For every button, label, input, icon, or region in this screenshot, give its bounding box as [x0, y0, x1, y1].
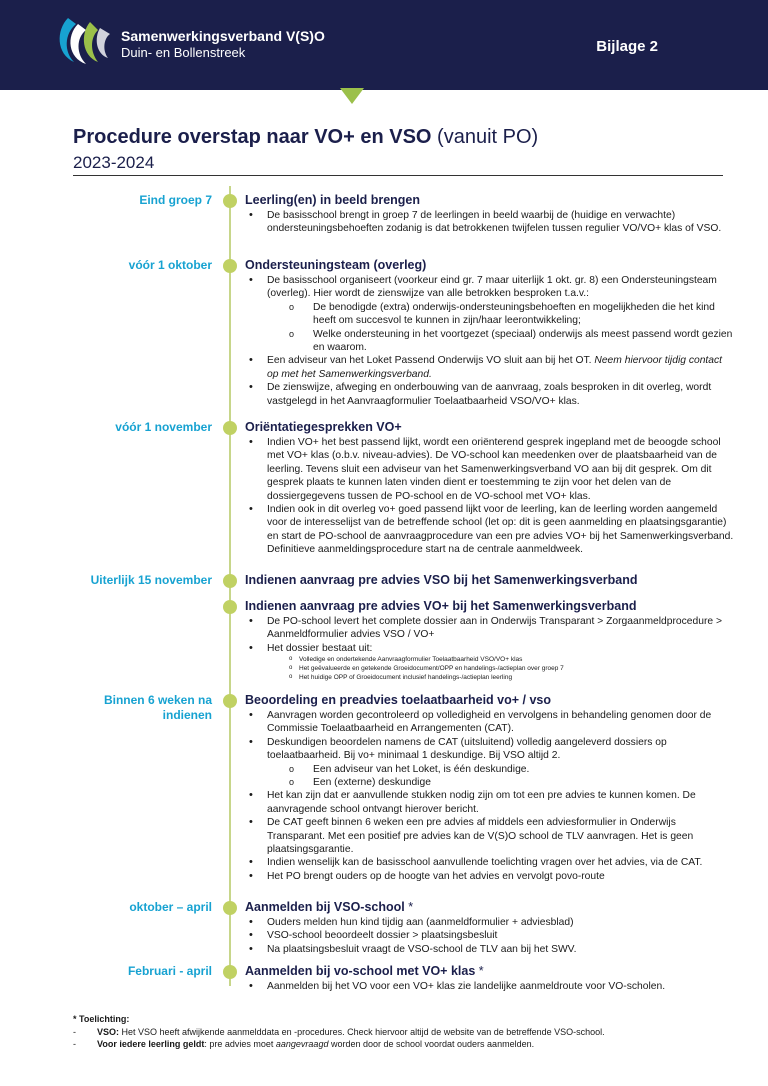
- footnote-text: Het VSO heeft afwijkende aanmelddata en -procedures. Check hiervoor altijd de website van de betreffende VSO-school.: [119, 1026, 605, 1037]
- list-item: • Na plaatsingsbesluit vraagt de VSO-school de TLV aan bij het SWV.: [245, 943, 735, 956]
- page-title: [73, 126, 538, 149]
- timeline-dot: [223, 421, 237, 435]
- title-main: Procedure overstap naar VO+ en VSO: [73, 126, 432, 148]
- timeline-dot: [223, 194, 237, 208]
- section-title: Ondersteuningsteam (overleg): [245, 258, 427, 272]
- list-item: • Aanmelden bij het VO voor een VO+ klas zie landelijke aanmeldroute voor VO-scholen.: [245, 980, 735, 993]
- section-body: [245, 980, 735, 993]
- list-item: • Indien VO+ het best passend lijkt, wordt een oriënterend gesprek ingepland met de beoogde school met VO+ klas (o.b.v. niveau-advies). De VO-school kan meedenken over de plaatsbaarheid van de leerling. Tevens sluit een adviseur van het Samenwerkingsverband VO aan bij dit gesprek. Om dit gesprek plaats te kunnen laten vinden dient er toestemming te zijn voor het delen van de dossiergegevens tussen de PO-school en de VO-school met VO+ klas.: [245, 436, 735, 503]
- list-item: [245, 354, 735, 381]
- footnote-bold: Voor iedere leerling geldt: [97, 1039, 205, 1049]
- list-item: • Indien ook in dit overleg vo+ goed passend lijkt voor de leerling, kan de leerling worden aangemeld voor de interesselijst van de betreffende school (let op: dit is geen aanmelding en plaatsingsgarantie) en start de PO-school de aanvraagprocedure van een pre advies VO+ bij het Samenwerkingsverband. Definitieve aanmeldingsprocedure start na de centrale aanmeldweek.: [245, 503, 735, 557]
- title-sub: (vanuit PO): [437, 126, 539, 148]
- asterisk: *: [408, 900, 414, 914]
- section-title: [245, 964, 484, 978]
- section-date: Uiterlijk 15 november: [90, 573, 212, 587]
- section-body: [245, 916, 735, 956]
- sub-list-item: o Een (externe) deskundige: [267, 776, 735, 789]
- bijlage-label: Bijlage 2: [596, 38, 658, 55]
- timeline-dot: [223, 965, 237, 979]
- section-body: [245, 274, 735, 408]
- section-date: Binnen 6 weken na indienen: [103, 693, 212, 722]
- list-item: • De PO-school levert het complete dossier aan in Onderwijs Transparant > Zorgaanmeldprocedure > Aanmeldformulier advies VSO / VO+: [245, 615, 735, 642]
- timeline-dot: [223, 694, 237, 708]
- section-body: [245, 209, 735, 236]
- timeline-dot: [223, 901, 237, 915]
- section-title-text: Aanmelden bij vo-school met VO+ klas: [245, 964, 476, 978]
- footnote-text: : pre advies moet: [204, 1039, 276, 1049]
- section-title: Leerling(en) in beeld brengen: [245, 193, 421, 207]
- header-bar: [0, 0, 768, 90]
- list-item: • Aanvragen worden gecontroleerd op volledigheid en vervolgens in behandeling genomen door de Commissie Toelaatbaarheid en Arrangementen (CAT).: [245, 709, 735, 736]
- list-item: • Het PO brengt ouders op de hoogte van het advies en vervolgt povo-route: [245, 870, 735, 883]
- section-body: [245, 615, 735, 682]
- list-item: • Indien wenselijk kan de basisschool aanvullende toelichting vragen over het advies, via de CAT.: [245, 856, 735, 869]
- footnote-text: worden door de school voordat ouders aanmelden.: [328, 1039, 535, 1049]
- list-item: • Het kan zijn dat er aanvullende stukken nodig zijn om tot een pre advies te kunnen komen. De aanvragende school ontvangt hierover bericht.: [245, 789, 735, 816]
- list-item: [245, 642, 735, 682]
- asterisk: *: [478, 964, 484, 978]
- footnote: [73, 1013, 713, 1051]
- section-title: [245, 900, 413, 914]
- section-body: [245, 436, 735, 557]
- sub-list-item: o Een adviseur van het Loket, is één deskundige.: [267, 763, 735, 776]
- list-item: • VSO-school beoordeelt dossier > plaatsingsbesluit: [245, 929, 735, 942]
- org-subtitle: Duin- en Bollenstreek: [121, 45, 246, 60]
- footnote-emphasis: aangevraagd: [275, 1039, 329, 1049]
- sub-list-item: o De benodigde (extra) onderwijs-ondersteuningsbehoeften en mogelijkheden die het kind heeft om succesvol te kunnen in zijn/haar leerontwikkeling;: [267, 301, 735, 328]
- section-title-text: Aanmelden bij VSO-school: [245, 900, 405, 914]
- list-item: • De zienswijze, afweging en onderbouwing van de aanvraag, zoals besproken in dit overleg, wordt vastgelegd in het Aanvraagformulier Toelaatbaarheid VSO/VO+ klas.: [245, 381, 735, 408]
- sub-list-item: o Welke ondersteuning in het voortgezet (speciaal) onderwijs als meest passend wordt gezien en waarom.: [267, 328, 735, 355]
- section-date: vóór 1 november: [115, 420, 212, 434]
- list-item-text: De basisschool organiseert (voorkeur eind gr. 7 maar uiterlijk 1 okt. gr. 8) een Ondersteuningsteam (overleg). Hier wordt de zienswijze van alle betrokken besproken t.a.v.:: [267, 275, 717, 300]
- header-notch: [340, 88, 364, 104]
- list-item-text: Het dossier bestaat uit:: [267, 642, 373, 654]
- footnote-dash: -: [73, 1039, 76, 1049]
- org-name: Samenwerkingsverband V(S)O: [121, 28, 325, 44]
- section-date: Eind groep 7: [139, 193, 212, 207]
- section-date: oktober – april: [129, 900, 212, 914]
- list-item: [245, 736, 735, 790]
- sub-list-item: o Het geëvalueerde en getekende Groeidocument/OPP en handelings-/actieplan over groep 7: [267, 664, 735, 673]
- section-title: Indienen aanvraag pre advies VSO bij het Samenwerkingsverband: [245, 573, 638, 587]
- list-item-emphasis: Neem hiervoor tijdig contact op met het Samenwerkingsverband.: [267, 355, 723, 380]
- sub-list-item: o Volledige en ondertekende Aanvraagformulier Toelaatbaarheid VSO/VO+ klas: [267, 655, 735, 664]
- footnote-row: [73, 1026, 713, 1039]
- title-divider: [73, 175, 723, 176]
- footnote-row: [73, 1038, 713, 1051]
- section-title: Indienen aanvraag pre advies VO+ bij het Samenwerkingsverband: [245, 599, 637, 613]
- list-item: [245, 274, 735, 354]
- section-title: Oriëntatiegesprekken VO+: [245, 420, 402, 434]
- list-item-text: Deskundigen beoordelen namens de CAT (uitsluitend) volledig aangeleverd dossiers op toelaatbaarheid. Bij vo+ minimaal 1 deskundige. Bij VSO altijd 2.: [267, 736, 667, 762]
- sub-list-item: o Het huidige OPP of Groeidocument inclusief handelings-/actieplan leerling: [267, 673, 735, 682]
- school-year: 2023-2024: [73, 153, 155, 172]
- list-item: • De basisschool brengt in groep 7 de leerlingen in beeld waarbij de (huidige en verwachte) ondersteuningsbehoeften zodanig is dat betrokkenen twijfelen tussen regulier VO/VO+ klas of VSO.: [245, 209, 735, 236]
- timeline-dot: [223, 574, 237, 588]
- list-item: • Ouders melden hun kind tijdig aan (aanmeldformulier + adviesblad): [245, 916, 735, 929]
- section-title: Beoordeling en preadvies toelaatbaarheid vo+ / vso: [245, 693, 551, 707]
- section-date: vóór 1 oktober: [128, 258, 212, 272]
- timeline-dot: [223, 600, 237, 614]
- section-date: Februari - april: [127, 964, 212, 978]
- footnote-title: * Toelichting:: [73, 1014, 130, 1024]
- timeline-dot: [223, 259, 237, 273]
- footnote-dash: -: [73, 1026, 76, 1037]
- section-body: [245, 709, 735, 883]
- logo-icon: [54, 14, 116, 68]
- footnote-bold: VSO:: [97, 1026, 120, 1037]
- list-item-text: Een adviseur van het Loket Passend Onderwijs VO sluit aan bij het OT.: [267, 355, 595, 367]
- list-item: • De CAT geeft binnen 6 weken een pre advies af middels een adviesformulier in Onderwijs Transparant. Met een positief pre advies kan de V(S)O school de TLV aanvragen. Het is geen plaatsingsgarantie.: [245, 816, 735, 856]
